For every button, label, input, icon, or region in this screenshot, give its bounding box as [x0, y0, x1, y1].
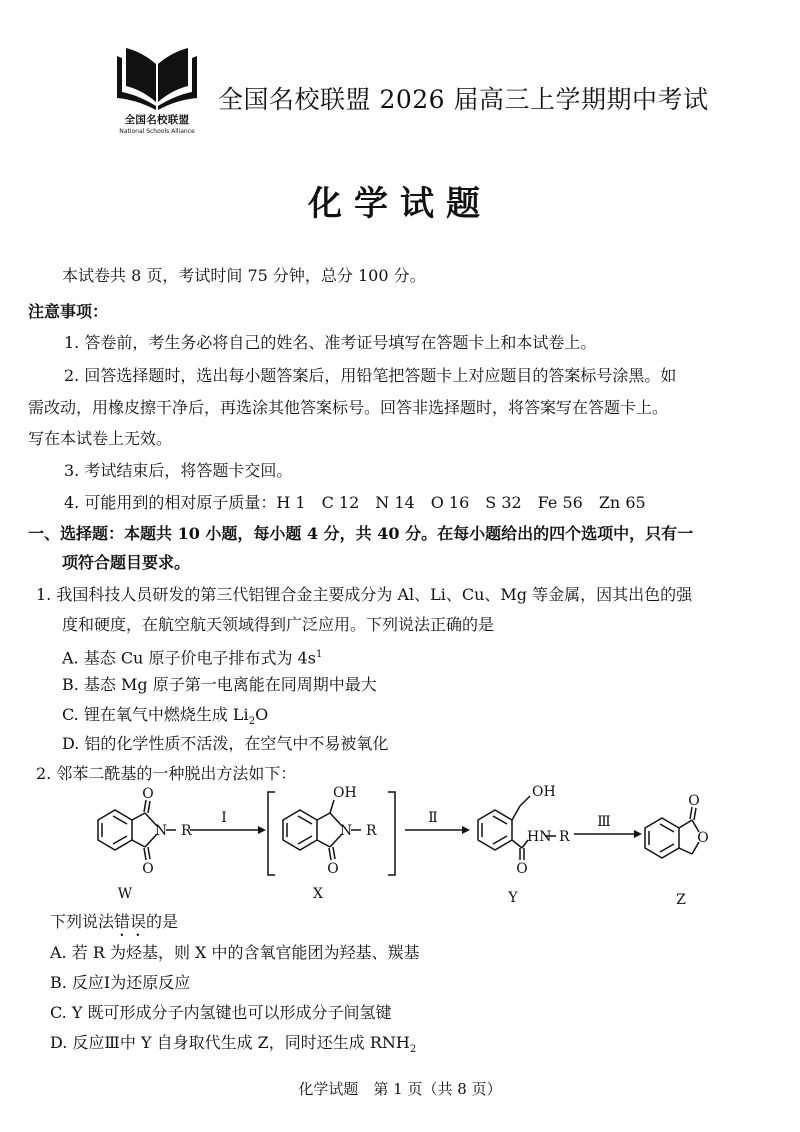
x-hydroxyl: OH — [333, 785, 357, 801]
q2-prompt-pre: 下列说法 — [50, 912, 115, 931]
q2-option-b: B. 反应Ⅰ为还原反应 — [50, 973, 191, 992]
notes-heading: 注意事项： — [28, 302, 109, 321]
q2-prompt — [50, 912, 178, 940]
q2-option-a: A. 若 R 为烃基，则 X 中的含氧官能团为羟基、羰基 — [50, 943, 420, 962]
reaction-scheme — [0, 780, 800, 910]
y-amide-nh: HN — [527, 829, 552, 845]
y-r-group: R — [559, 829, 570, 845]
bracket-right — [388, 792, 395, 875]
q2-option-d-text: D. 反应Ⅲ中 Y 自身取代生成 Z，同时还生成 RNH — [50, 1033, 410, 1052]
note-item-1: 1. 答卷前，考生务必将自己的姓名、准考证号填写在答题卡上和本试卷上。 — [64, 333, 597, 352]
bracket-left — [268, 792, 275, 875]
q1-option-b: B. 基态 Mg 原子第一电离能在同周期中最大 — [62, 675, 377, 694]
q2-option-d-subscript: 2 — [409, 1044, 417, 1056]
q2-prompt-post: 的是 — [146, 912, 179, 931]
intro-text: 本试卷共 8 页，考试时间 75 分钟，总分 100 分。 — [62, 266, 426, 285]
subject-title: 化学试题 — [308, 184, 492, 224]
molecule-z — [645, 807, 699, 858]
w-carbonyl-o-bottom: O — [142, 861, 154, 877]
q1-stem-line-1: 1. 我国科技人员研发的第三代铝锂合金主要成分为 Al、Li、Cu、Mg 等金属，因其出色的强 — [36, 585, 693, 604]
section-1-heading-line-1: 一、选择题：本题共 10 小题，每小题 4 分，共 40 分。在每小题给出的四个选项中，只有一 — [28, 524, 694, 543]
q1-option-c-text: C. 锂在氧气中燃烧生成 Li — [62, 705, 249, 724]
q1-option-c — [62, 705, 268, 732]
q1-option-a-superscript: 1 — [315, 649, 323, 660]
q1-option-c-subscript: 2 — [248, 716, 256, 728]
arrow-2-label: Ⅱ — [428, 810, 438, 826]
w-r-group: R — [181, 823, 192, 839]
x-r-group: R — [366, 823, 377, 839]
q2-prompt-emphasis: 错误 — [114, 912, 147, 931]
y-carbonyl-o: O — [516, 861, 528, 877]
note-item-4: 4. 可能用到的相对原子质量：H 1 C 12 N 14 O 16 S 32 Fe 56 Zn 65 — [64, 493, 646, 512]
label-w: W — [117, 886, 133, 902]
x-carbonyl-o: O — [327, 861, 339, 877]
note-item-3: 3. 考试结束后，将答题卡交回。 — [64, 461, 293, 480]
q1-option-a — [62, 645, 322, 668]
q1-stem-line-2: 度和硬度，在航空航天领域得到广泛应用。下列说法正确的是 — [62, 615, 495, 634]
exam-header-title: 全国名校联盟 2026 届高三上学期期中考试 — [218, 85, 709, 114]
y-hydroxyl: OH — [532, 784, 556, 800]
note-item-2-line-2: 需改动，用橡皮擦干净后，再选涂其他答案标号。回答非选择题时，将答案写在答题卡上。 — [28, 398, 669, 417]
q1-option-d: D. 铝的化学性质不活泼，在空气中不易被氧化 — [62, 734, 389, 753]
molecule-y — [478, 796, 556, 860]
note-item-2-line-3: 写在本试卷上无效。 — [28, 429, 173, 448]
w-carbonyl-o-top: O — [142, 786, 154, 802]
logo-name-en: National Schools Alliance — [119, 128, 195, 135]
z-ring-o: O — [697, 830, 709, 846]
label-z: Z — [676, 892, 686, 908]
label-x: X — [313, 886, 323, 902]
section-1-heading-line-2: 项符合题目要求。 — [62, 553, 191, 572]
z-carbonyl-o: O — [688, 793, 700, 809]
q2-option-d — [50, 1033, 416, 1060]
q2-option-c: C. Y 既可形成分子内氢键也可以形成分子间氢键 — [50, 1003, 392, 1022]
q2-stem: 2. 邻苯二酰基的一种脱出方法如下： — [36, 764, 297, 783]
w-nitrogen: N — [154, 823, 168, 839]
note-item-2-line-1: 2. 回答选择题时，选出每小题答案后，用铅笔把答题卡上对应题目的答案标号涂黑。如 — [64, 366, 677, 385]
label-y: Y — [508, 890, 518, 906]
page-footer: 化学试题 第 1 页（共 8 页） — [298, 1080, 502, 1098]
x-nitrogen: N — [339, 823, 353, 839]
logo-name-cn: 全国名校联盟 — [124, 114, 190, 126]
q1-option-c-tail: O — [255, 705, 269, 724]
arrow-1-label: Ⅰ — [221, 810, 227, 826]
q1-option-a-text: A. 基态 Cu 原子价电子排布式为 4s — [62, 648, 316, 668]
arrow-3-label: Ⅲ — [597, 814, 611, 830]
